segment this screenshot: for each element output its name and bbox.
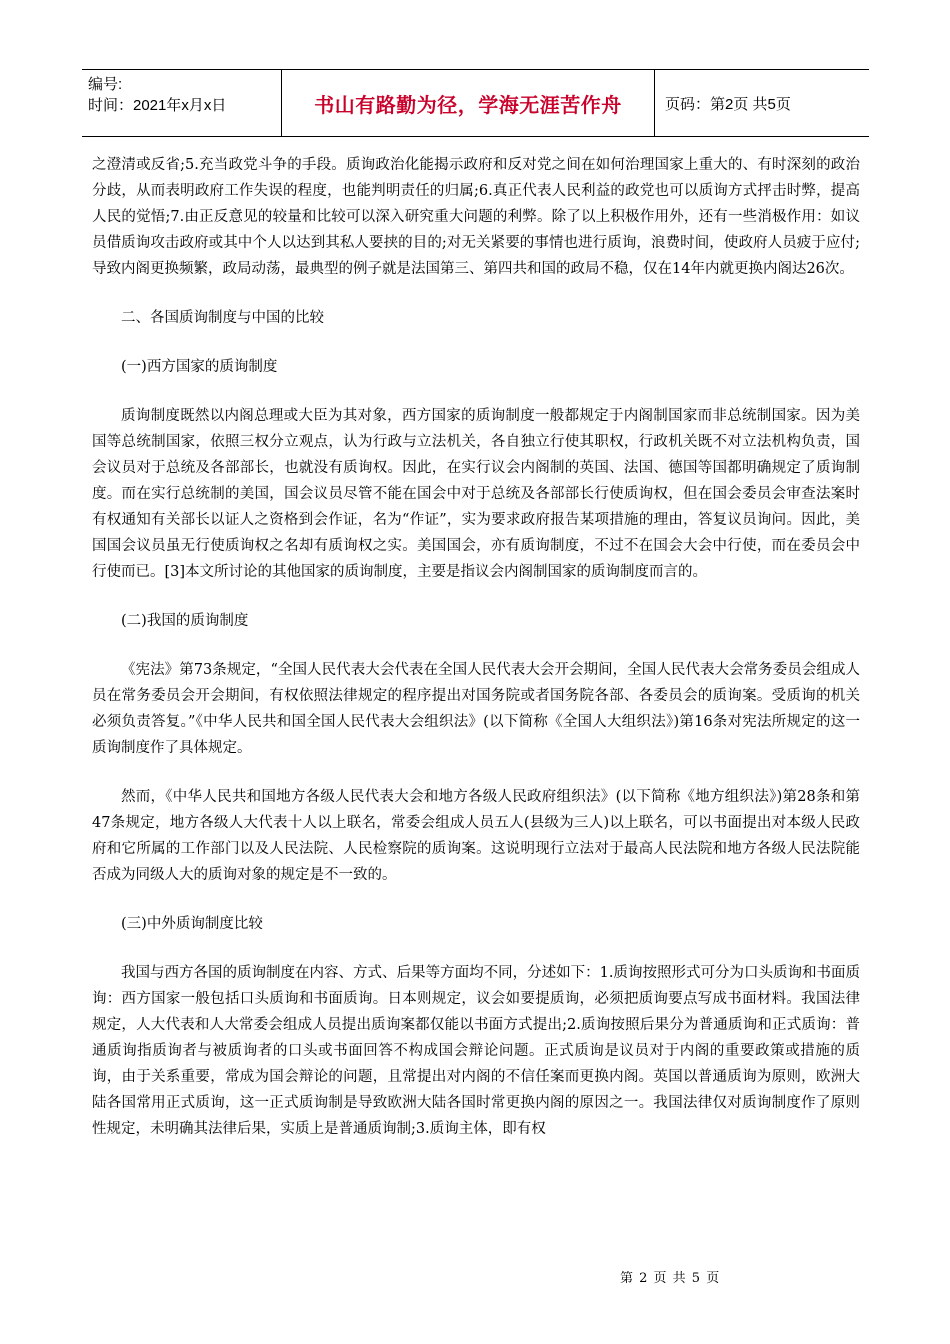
document-number-label: 编号: bbox=[88, 76, 123, 93]
paragraph-comparison-details: 我国与西方各国的质询制度在内容、方式、后果等方面均不同，分述如下：1.质询按照形式可分为口头质询和书面质询：西方国家一般包括口头质询和书面质询。日本则规定，议会如要提质询，必须把质询要点写成书面材料。我国法律规定，人大代表和人大常委会组成人员提出质询案都仅能以书面方式提出;2.质询按照后果分为普通质询和正式质询：普通质询指质询者与被质询者的口头或书面回答不构成国会辩论问题。正式质询是议员对于内阁的重要政策或措施的质询，由于关系重要，常成为国会辩论的问题，且常提出对内阁的不信任案而更换内阁。英国以普通质询为原则，欧洲大陆各国常用正式质询，这一正式质询制是导致欧洲大陆各国时常更换内阁的原因之一。我国法律仅对质询制度作了原则性规定，未明确其法律后果，实质上是普通质询制;3.质询主体，即有权 bbox=[92, 965, 860, 1137]
header-page-info: 页码：第2页 共5页 bbox=[665, 95, 791, 113]
subsection-heading-western: (一)西方国家的质询制度 bbox=[121, 359, 278, 375]
paragraph-continued: 之澄清或反省;5.充当政党斗争的手段。质询政治化能揭示政府和反对党之间在如何治理国家上重大的、有时深刻的政治分歧，从而表明政府工作失误的程度，也能判明责任的归属;6.真正代表人民利益的政党也可以质询方式抨击时弊，提高人民的觉悟;7.由正反意见的较量和比较可以深入研究重大问题的利弊。除了以上积极作用外，还有一些消极作用：如议员借质询攻击政府或其中个人以达到其私人要挟的目的;对无关紧要的事情也进行质询，浪费时间，使政府人员疲于应付;导致内阁更换频繁，政局动荡，最典型的例子就是法国第三、第四共和国的政局不稳，仅在14年内就更换内阁达26次。 bbox=[92, 157, 860, 277]
header-meta bbox=[82, 70, 282, 136]
document-time-label: 时间：2021年x月x日 bbox=[88, 97, 227, 114]
page-header bbox=[82, 69, 869, 137]
paragraph-western-inquiry: 质询制度既然以内阁总理或大臣为其对象，西方国家的质询制度一般都规定于内阁制国家而非总统制国家。因为美国等总统制国家，依照三权分立观点，认为行政与立法机关，各自独立行使其职权，行政机关既不对立法机构负责，国会议员对于总统及各部部长，也就没有质询权。因此，在实行议会内阁制的英国、法国、德国等国都明确规定了质询制度。而在实行总统制的美国，国会议员尽管不能在国会中对于总统及各部部长行使质询权，但在国会委员会审查法案时有权通知有关部长以证人之资格到会作证，名为“作证”，实为要求政府报告某项措施的理由，答复议员询问。因此，美国国会议员虽无行使质询权之名却有质询权之实。美国国会，亦有质询制度，不过不在国会大会中行使，而在委员会中行使而已。[3]本文所讨论的其他国家的质询制度，主要是指议会内阁制国家的质询制度而言的。 bbox=[92, 408, 860, 580]
paragraph-local-organization-law: 然而，《中华人民共和国地方各级人民代表大会和地方各级人民政府组织法》(以下简称《地方组织法》)第28条和第47条规定，地方各级人大代表十人以上联名，常委会组成人员五人(县级为三人)以上联名，可以书面提出对本级人民政府和它所属的工作部门以及人民法院、人民检察院的质询案。这说明现行立法对于最高人民法院和地方各级人民法院能否成为同级人大的质询对象的规定是不一致的。 bbox=[92, 789, 860, 883]
document-body bbox=[92, 152, 860, 1165]
section-heading-comparison: 二、各国质询制度与中国的比较 bbox=[121, 310, 324, 326]
page-footer: 第 2 页 共 5 页 bbox=[620, 1271, 721, 1286]
subsection-heading-comparison: (三)中外质询制度比较 bbox=[121, 916, 263, 932]
subsection-heading-china: (二)我国的质询制度 bbox=[121, 613, 249, 629]
header-motto: 书山有路勤为径，学海无涯苦作舟 bbox=[282, 70, 655, 136]
paragraph-constitution-article-73: 《宪法》第73条规定，“全国人民代表大会代表在全国人民代表大会开会期间，全国人民代表大会常务委员会组成人员在常务委员会开会期间，有权依照法律规定的程序提出对国务院或者国务院各部、各委员会的质询案。受质询的机关必须负责答复。”《中华人民共和国全国人民代表大会组织法》(以下简称《全国人大组织法》)第16条对宪法所规定的这一质询制度作了具体规定。 bbox=[92, 662, 860, 756]
